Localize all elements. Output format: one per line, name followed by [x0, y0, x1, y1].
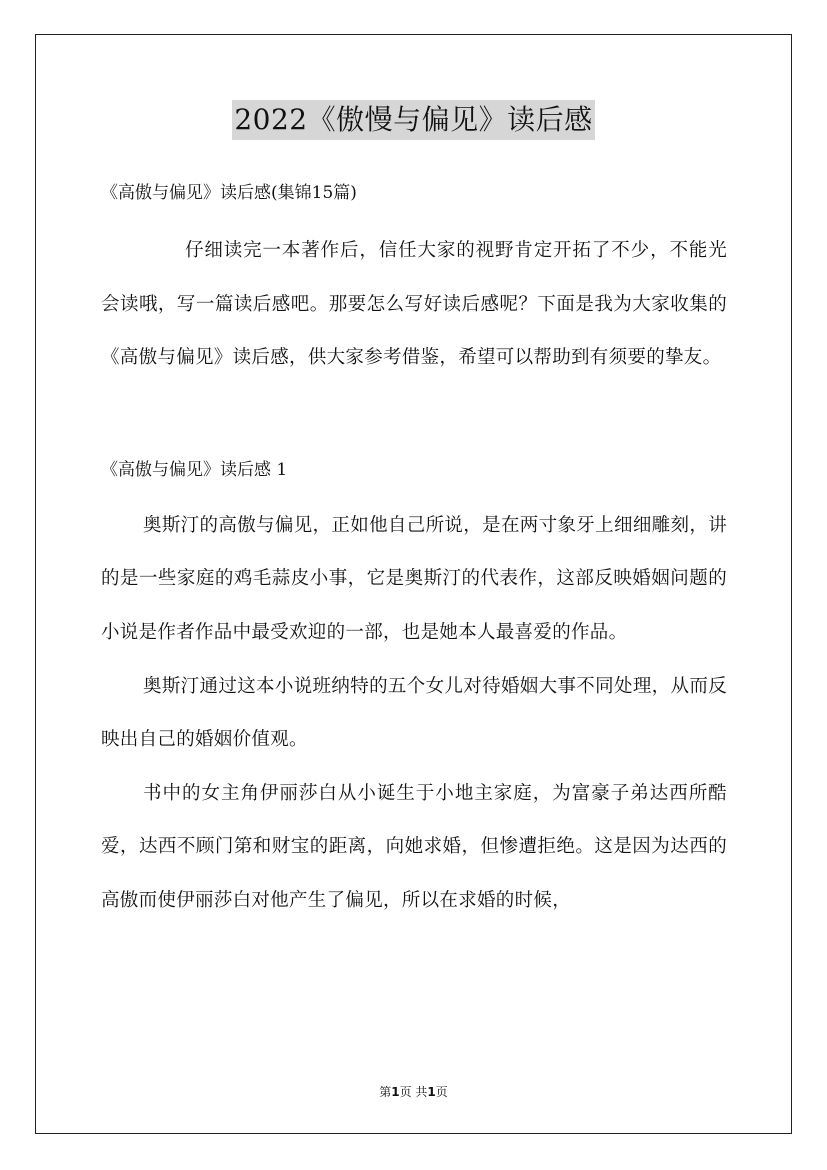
footer-page-suffix: 页	[435, 1085, 448, 1099]
body-paragraph-1: 奥斯汀的高傲与偏见，正如他自己所说，是在两寸象牙上细细雕刻，讲的是一些家庭的鸡毛蒜皮小事，它是奥斯汀的代表作，这部反映婚姻问题的小说是作者作品中最受欢迎的一部，也是她本人最喜爱的作品。	[101, 514, 727, 643]
body-paragraph-3: 书中的女主角伊丽莎白从小诞生于小地主家庭，为富豪子弟达西所酷爱，达西不顾门第和财宝的距离，向她求婚，但惨遭拒绝。这是因为达西的高傲而使伊丽莎白对他产生了偏见，所以在求婚的时候，	[101, 782, 727, 911]
footer-page-total: 1	[427, 1085, 436, 1099]
footer-page-mid: 页 共	[399, 1085, 428, 1099]
title-container	[0, 100, 827, 140]
document-title: 2022《傲慢与偏见》读后感	[232, 100, 594, 140]
document-subtitle: 《高傲与偏见》读后感(集锦15篇)	[101, 183, 357, 203]
document-body	[101, 176, 727, 928]
intro-paragraph: 仔细读完一本著作后，信任大家的视野肯定开拓了不少，不能光会读哦，写一篇读后感吧。那要怎么写好读后感呢？下面是我为大家收集的《高傲与偏见》读后感，供大家参考借鉴，希望可以帮助到有须要的挚友。	[101, 240, 727, 369]
section-heading: 《高傲与偏见》读后感 1	[101, 459, 288, 480]
page-footer	[0, 1084, 827, 1100]
body-paragraph-2: 奥斯汀通过这本小说班纳特的五个女儿对待婚姻大事不同处理，从而反映出自己的婚姻价值观。	[101, 675, 727, 751]
footer-page-prefix: 第	[379, 1085, 392, 1099]
footer-page-current: 1	[391, 1085, 400, 1099]
